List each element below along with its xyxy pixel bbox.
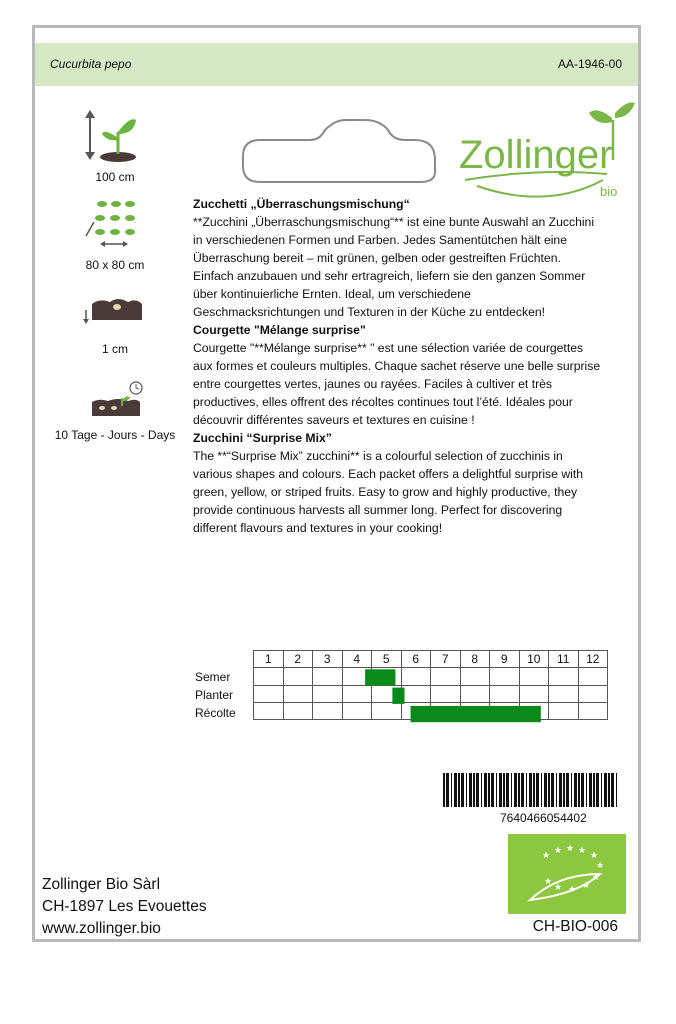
calendar-month-header: 11: [549, 651, 579, 668]
spec-label: 1 cm: [101, 342, 128, 356]
calendar-month-header: 12: [578, 651, 608, 668]
svg-text:★: ★: [542, 851, 551, 861]
calendar-row-label: Semer: [195, 670, 231, 684]
barcode: [441, 773, 621, 809]
svg-text:★: ★: [554, 846, 563, 856]
eu-organic-logo: [508, 834, 626, 914]
title-en: Zucchini “Surprise Mix”: [193, 431, 332, 445]
calendar-month-header: 4: [342, 651, 372, 668]
svg-text:★: ★: [568, 885, 577, 895]
svg-text:★: ★: [582, 881, 591, 891]
article-code: AA-1946-00: [557, 57, 622, 71]
company-address: CH-1897 Les Evouettes: [42, 898, 207, 915]
hanger-hole: [240, 90, 440, 185]
calendar-month-header: 10: [519, 651, 549, 668]
company-name: Zollinger Bio Sàrl: [42, 876, 161, 893]
eu-organic-leaf-icon: [508, 834, 626, 914]
calendar-bar-semer: [365, 669, 395, 685]
logo-sub-text: bio: [600, 184, 618, 199]
calendar-month-header: 2: [283, 651, 313, 668]
calendar-bar-récolte: [411, 706, 541, 722]
calendar-row-label: Planter: [195, 688, 234, 702]
calendar-month-header: 7: [431, 651, 461, 668]
sowing-depth-icon: [80, 294, 150, 330]
spec-spacing: [45, 196, 185, 272]
latin-name: Cucurbita pepo: [50, 57, 132, 71]
text-de: **Zucchini „Überraschungsmischung“** ist eine bunte Auswahl an Zucchini in verschiedenen Formen und Farben. Jedes Samentütchen hält eine Überraschung bereit – mit grünen, gelben oder gestreiften Früchten. Einfach anzubauen und sehr ertragreich, liefern sie den ganzen Sommer über kontinuierliche Ernten. Ideal, um verschiedene Geschmacksrichtungen und Texturen in der Küche zu entdecken!: [193, 215, 595, 319]
spec-germination: [45, 380, 185, 442]
svg-text:★: ★: [596, 861, 605, 871]
header-band: [35, 43, 638, 86]
logo-brand-text: Zollinger: [459, 133, 613, 177]
company-website[interactable]: www.zollinger.bio: [42, 920, 161, 937]
svg-text:★: ★: [590, 851, 599, 861]
text-fr: Courgette "**Mélange surprise** " est une sélection variée de courgettes aux formes et couleurs multiples. Chaque sachet réserve une belle surprise entre courgettes vertes, jaunes ou rayées. Faciles à cultiver et très productives, elles offrent des récoltes continues tout l’été. Idéales pour découvrir différentes saveurs et textures en cuisine !: [193, 341, 601, 427]
spec-label: 100 cm: [95, 170, 135, 184]
calendar-row-label: Récolte: [195, 706, 236, 720]
spec-label: 10 Tage - Jours - Days: [54, 428, 176, 442]
germination-time-icon: [80, 380, 150, 420]
svg-text:★: ★: [554, 883, 563, 893]
title-de: Zucchetti „Überraschungsmischung“: [193, 197, 410, 211]
barcode-number: 7640466054402: [500, 811, 587, 825]
calendar-month-header: 9: [490, 651, 520, 668]
plant-height-icon: [80, 110, 150, 162]
description: [193, 195, 601, 537]
calendar-month-header: 3: [313, 651, 343, 668]
svg-text:★: ★: [544, 877, 553, 887]
calendar-bar-planter: [392, 688, 404, 704]
svg-text:★: ★: [592, 873, 601, 883]
spec-plant-height: [45, 110, 185, 184]
calendar-month-header: 1: [254, 651, 284, 668]
spacing-icon: [80, 196, 150, 250]
text-en: The **“Surprise Mix” zucchini** is a colourful selection of zucchinis in various shapes and colours. Each packet offers a delightful surprise with green, yellow, or striped fruits. Easy to grow and highly productive, they provide continuous harvests all summer long. Perfect for discovering different flavours and textures in your cooking!: [193, 449, 583, 535]
svg-text:★: ★: [578, 846, 587, 856]
calendar-month-header: 5: [372, 651, 402, 668]
calendar-month-header: 8: [460, 651, 490, 668]
title-fr: Courgette "Mélange surprise": [193, 323, 366, 337]
svg-text:★: ★: [566, 844, 575, 854]
bio-cert-code: CH-BIO-006: [532, 918, 618, 935]
spec-sowing-depth: [45, 294, 185, 356]
seed-packet-back: [32, 25, 641, 942]
spec-label: 80 x 80 cm: [85, 258, 145, 272]
calendar-month-header: 6: [401, 651, 431, 668]
calendar-bars: [253, 650, 623, 725]
